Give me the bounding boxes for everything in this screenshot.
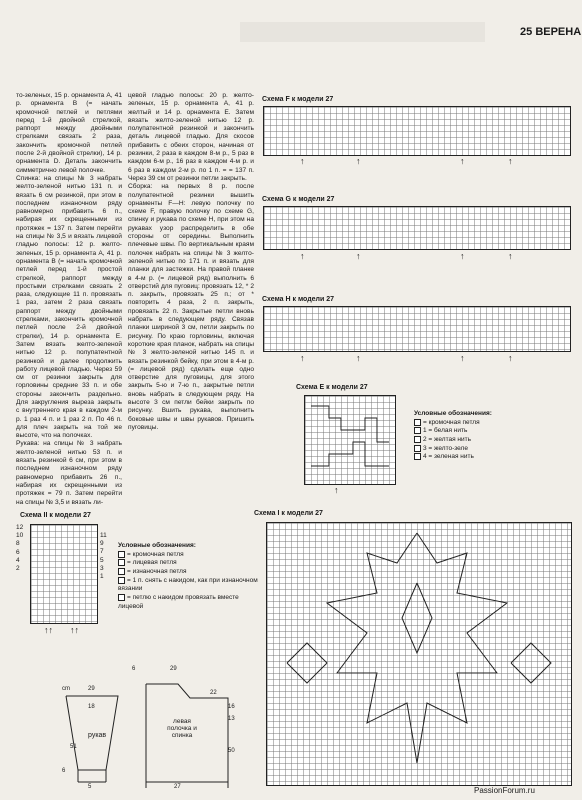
arrow-up-icon: ↑↑ xyxy=(44,625,53,635)
green-yarn-icon xyxy=(414,453,421,460)
edge-stitch-icon xyxy=(414,419,421,426)
header-band xyxy=(240,22,485,42)
legend-item: 4 = зеленая нить xyxy=(414,453,564,462)
legend-item: = кромочная петля xyxy=(118,551,258,560)
legend-item: = лицевая петля xyxy=(118,559,258,568)
dim-value: 16 xyxy=(228,704,235,710)
arrow-up-icon: ↑ xyxy=(508,156,513,166)
dim-value: 29 xyxy=(170,666,177,672)
legend-item: = 1 п. снять с накидом, как при изнаночном вязании xyxy=(118,576,258,593)
arrow-up-icon: ↑ xyxy=(300,156,305,166)
sleeve-label: рукав xyxy=(88,732,107,739)
arrow-up-icon: ↑ xyxy=(300,353,305,363)
scheme-h-grid xyxy=(263,306,571,352)
arrow-up-icon: ↑ xyxy=(460,251,465,261)
knit-stitch-icon xyxy=(118,559,125,566)
arrow-up-icon: ↑ xyxy=(508,353,513,363)
dim-value: 51 xyxy=(70,744,77,750)
arrow-up-icon: ↑ xyxy=(508,251,513,261)
arrow-up-icon: ↑ xyxy=(356,251,361,261)
legend-title: Условные обозначения: xyxy=(118,542,196,549)
dim-unit: cm xyxy=(62,686,70,692)
paragraph: Сборка: на первых 8 р. после полупатентной резинки вышить орнаменты F—H: левую полочку по схеме F, правую полочку по схеме G, спинку и рукава по схеме H, при этом на рукавах узор распределить в обе стороны от середины. Выполнить плечевые швы. По вертикальным краям полочек набрать на спицы № 3 желто-зеленой нитью по 171 п. и вязать для планки для застежки. На правой планке в 4-м р. (= лицевой ряд) выполнить 6 отверстий для пуговиц: провязать 12, * 2 п. закрыть, провязать 25 п.; от * повторить 4 раза, 2 п. закрыть, провязать 22 п. Закрытые петли вновь набрать в следующем ряду. Связав планки шириной 3 см, петли закрыть по рисунку. По краю горловины, включая короткие края планок, набрать на спицы № 3 желто-зеленой нитью 145 п. и вязать резинкой бейку, при этом в 4-м р. (= лицевой ряд) сделать еще одно отверстие для пуговицы, для этого закрыть 5-ю и 7-ю п., закрытые петли вновь набрать в следующем ряду. На высоте 3 см петли бейки закрыть по рисунку. Вшить рукава, выполнить боковые швы и швы рукавов. Пришить пуговицы. xyxy=(128,183,254,431)
paragraph: то-зеленых, 15 р. орнамента А, 41 р. орнамента В (= начать кромочной петлей и петлями перед 1-й двойной стрелкой, раппорт между двойными стрелками связать 2 раза, закончить кромочной петлей после 2-й двойной стрелки), 14 р. орнамента D. Деталь закончить симметрично левой полочке. xyxy=(16,92,122,174)
arrow-up-icon: ↑ xyxy=(356,156,361,166)
arrow-up-icon: ↑↑ xyxy=(70,625,79,635)
scheme-f-grid xyxy=(263,106,571,156)
legend-right xyxy=(414,410,564,462)
knit-together-icon xyxy=(118,594,125,601)
scheme-i-caption: Схема I к модели 27 xyxy=(254,510,323,517)
legend-item: 1 = белая нить xyxy=(414,427,564,436)
scheme-ii-grid xyxy=(30,524,98,624)
article-column-2 xyxy=(128,92,254,502)
article-column-1 xyxy=(16,92,122,506)
legend-left xyxy=(118,542,258,611)
legend-item: 3 = желто-зеле xyxy=(414,445,564,454)
dim-unit: 6 xyxy=(132,666,136,672)
arrow-up-icon: ↑ xyxy=(460,353,465,363)
scheme-g-grid xyxy=(263,206,571,250)
legend-item: 2 = желтая нить xyxy=(414,436,564,445)
paragraph: цевой гладью полосы: 20 р. желто-зеленых, 15 р. орнамента А, 41 р. желтый и 14 р. орнамента Е. Затем вязать желто-зеленой нитью 12 р. полупатентной резинкой и закончить деталь лицевой гладью. Для скосов прибавить с обеих сторон, начиная от резинки, 2 раза в каждом 8-м р., 5 раз в каждом 6-м р., 16 раз в каждом 4-м р. и 6 раз в каждом 2-м р. по 1 п. = = 137 п. Через 39 см от резинки петли закрыть. xyxy=(128,92,254,182)
scheme-e-grid xyxy=(304,395,396,485)
purl-stitch-icon xyxy=(118,568,125,575)
legend-item: = петлю с накидом провязать вместе лицевой xyxy=(118,594,239,610)
row-numbers-right: 11 9 7 5 3 1 xyxy=(100,532,107,581)
page-number: 25 xyxy=(520,26,533,38)
scheme-g-caption: Схема G к модели 27 xyxy=(262,196,335,203)
watermark: PassionForum.ru xyxy=(474,786,535,795)
yellow-yarn-icon xyxy=(414,436,421,443)
scheme-f-caption: Схема F к модели 27 xyxy=(262,96,334,103)
arrow-up-icon: ↑ xyxy=(300,251,305,261)
paragraph: Рукава: на спицы № 3 набрать желто-зеленой нитью 53 п. и вязать резинкой 6 см, при этом в последнем изнаночном ряду равномерно прибавить 26 п., набирая их скрещенными из протяжек = 79 п. Затем перейти на спицы № 3,5 и вязать ли- xyxy=(16,440,122,506)
sleeve-pattern-shape xyxy=(60,690,130,790)
scheme-h-caption: Схема H к модели 27 xyxy=(262,296,335,303)
yellow-green-yarn-icon xyxy=(414,445,421,452)
scheme-ii-caption: Схема II к модели 27 xyxy=(20,512,91,519)
dim-value: 50 xyxy=(228,748,235,754)
scheme-e-motif xyxy=(305,396,395,484)
legend-item: = изнаночная петля xyxy=(118,568,258,577)
dim-value: 5 xyxy=(88,784,92,790)
row-numbers-left: 12 10 8 6 4 2 xyxy=(16,524,24,573)
paragraph: Спинка: на спицы № 3 набрать желто-зеленой нитью 131 п. и вязать 6 см резинкой, при этом в последнем изнаночном ряду равномерно прибавить 6 п., набирая их скрещенными из протяжек = 137 п. Затем перейти на спицы № 3,5 и вязать лицевой гладью полосы: 12 р. желто-зеленых, 15 р. орнамента А, 41 р. орнамента В (= начать кромочной петлей перед 1-й простой стрелкой, раппорт между простыми стрелками связать 2 раза, следующие 11 п. провязать 1 раз, затем 2 раза связать раппорт между двойными стрелками, закончить кромочной петлей после 2-й двойной стрелки), 14 р. орнамента Е. Затем вязать желто-зеленой нитью 12 р. полупатентной резинкой и далее продолжить работу лицевой гладью. Через 59 см от резинки закрыть для горловины средние 33 п. и обе стороны закончить раздельно. Для закругления выреза закрыть с внутреннего края в каждом 2-м р. 1 раз 4 п. и 1 раз 2 п. По 46 п. для плеч закрыть на той же высоте, что на полочках. xyxy=(16,174,122,440)
magazine-title: ВЕРЕНА xyxy=(535,26,582,38)
dim-value: 13 xyxy=(228,716,235,722)
edge-stitch-icon xyxy=(118,551,125,558)
slip-stitch-icon xyxy=(118,577,125,584)
arrow-up-icon: ↑ xyxy=(460,156,465,166)
scheme-i-motif xyxy=(267,523,571,785)
scheme-e-caption: Схема E к модели 27 xyxy=(296,384,368,391)
dim-value: 18 xyxy=(88,704,95,710)
dim-value: 29 xyxy=(88,686,95,692)
arrow-up-icon: ↑ xyxy=(356,353,361,363)
dim-value: 27 xyxy=(174,784,181,790)
legend-title: Условные обозначения: xyxy=(414,410,492,417)
arrow-up-icon: ↑ xyxy=(334,485,339,495)
white-yarn-icon xyxy=(414,427,421,434)
page-header xyxy=(520,26,581,38)
dim-value: 22 xyxy=(210,690,217,696)
legend-item: = кромочная петля xyxy=(414,419,564,428)
body-label: левая полочка и спинка xyxy=(167,718,197,739)
dim-value: 6 xyxy=(62,768,66,774)
scheme-i-grid xyxy=(266,522,572,786)
